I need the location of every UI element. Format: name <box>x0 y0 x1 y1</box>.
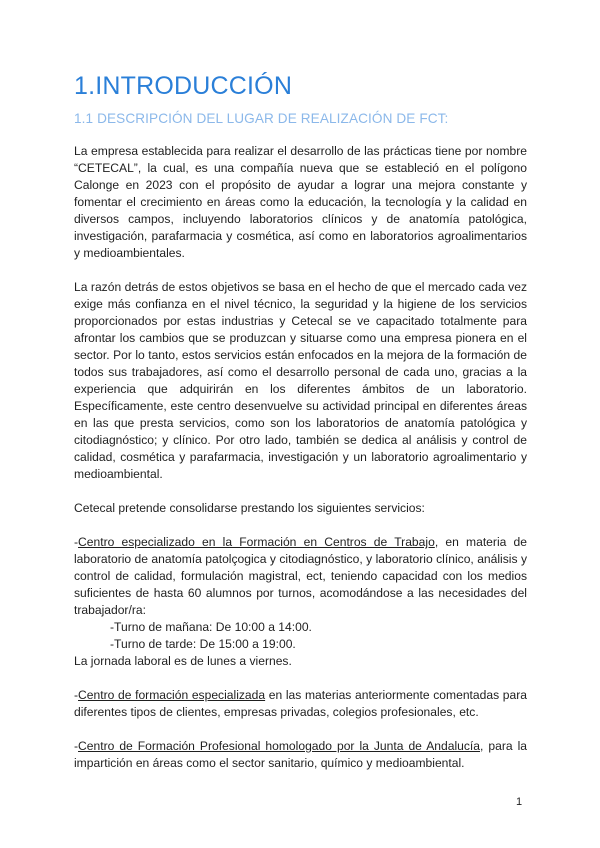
service-item-3 <box>74 738 527 772</box>
service-3-text: , para la impartición en áreas como el sector sanitario, químico y medioambiental. <box>74 739 527 770</box>
document-body <box>74 143 527 789</box>
shift-afternoon: -Turno de tarde: De 15:00 a 19:00. <box>110 637 296 651</box>
service-1-title: Centro especializado en la Formación en Centros de Trabajo <box>78 535 435 549</box>
section-title: 1.INTRODUCCIÓN <box>74 72 293 100</box>
paragraph-company: La empresa establecida para realizar el desarrollo de las prácticas tiene por nombre “CETECAL”, la cual, es una compañía nueva que se estableció en el polígono Calonge en 2023 con el propósito de ayudar a lograr una mejora constante y fomentar el crecimiento en áreas como la educación, la tecnología y la calidad en diversos campos, incluyendo laboratorios clínicos y de anatomía patológica, investigación, parafarmacia y cosmética, así como en laboratorios agroalimentarios y medioambientales. <box>74 144 527 260</box>
service-dash: - <box>74 739 79 753</box>
section-subtitle: 1.1 DESCRIPCIÓN DEL LUGAR DE REALIZACIÓN DE FCT: <box>74 111 449 126</box>
shift-morning: -Turno de mañana: De 10:00 a 14:00. <box>110 620 312 634</box>
service-dash: - <box>74 688 79 702</box>
paragraph-services-intro: Cetecal pretende consolidarse prestando los siguientes servicios: <box>74 501 425 515</box>
service-dash: - <box>74 535 79 549</box>
service-item-2 <box>74 687 527 721</box>
service-2-text: en las materias anteriormente comentadas para diferentes tipos de clientes, empresas privadas, colegios profesionales, etc. <box>74 688 527 719</box>
service-2-title: Centro de formación especializada <box>78 688 266 702</box>
service-3-title: Centro de Formación Profesional homologado por la Junta de Andalucía <box>78 739 481 753</box>
paragraph-reason: La razón detrás de estos objetivos se basa en el hecho de que el mercado cada vez exige más confianza en el nivel técnico, la seguridad y la higiene de los servicios proporcionados por estas industrias y Cetecal se ve capacitado totalmente para afrontar los cambios que se produzcan y situarse como una empresa pionera en el sector. Por lo tanto, estos servicios están enfocados en la mejora de la formación de todos sus trabajadores, así como el desarrollo personal de cada uno, gracias a la experiencia que adquirirán en los diferentes ámbitos de un laboratorio. Específicamente, este centro desenvuelve su actividad principal en diferentes áreas en las que presta servicios, como son los laboratorios de anatomía patológica y citodiagnóstico; y clínico. Por otro lado, también se dedica al análisis y control de calidad, cosmética y parafarmacia, investigación y un laboratorio agroalimentario y medioambiental. <box>74 280 527 481</box>
service-item-1 <box>74 534 527 619</box>
service-1-text: , en materia de laboratorio de anatomía patolçogica y citodiagnóstico, y laboratorio clínico, análisis y control de calidad, formulación magistral, ect, teniendo capacidad con los medios suficientes de hasta 60 alumnos por turnos, acomodándose a las necesidades del trabajador/ra: <box>74 535 528 617</box>
workday-note: La jornada laboral es de lunes a viernes. <box>74 654 292 668</box>
page-number: 1 <box>516 796 523 808</box>
